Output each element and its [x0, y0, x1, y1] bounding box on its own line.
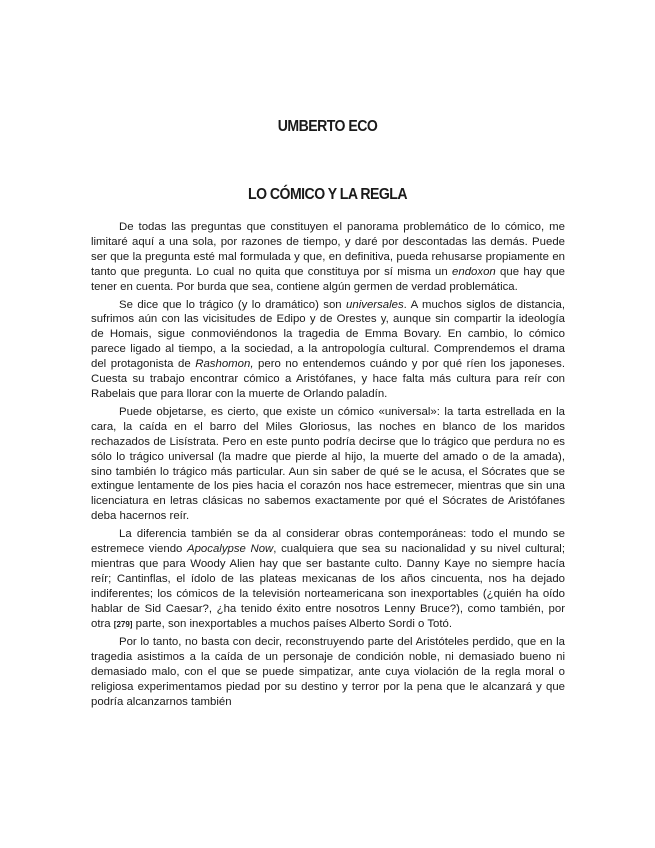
paragraph-2-before: Se dice que lo trágico (y lo dramático) son [119, 298, 347, 311]
paragraph-4-emphasis: Apocalypse Now [186, 543, 274, 556]
paragraph-2-emphasis-2: Rashomon, [195, 358, 254, 371]
paragraph-5 [91, 635, 565, 710]
paragraph-3 [91, 405, 565, 524]
paragraph-4 [91, 527, 565, 632]
paragraph-4-mid: , cualquiera que sea su nacionalidad y su nivel cultural; mientras que para Woody Alien hay que ser bastante culto. Danny Kaye no siempre hacía reír; Cantinflas, el ídolo de las plateas mexicanas de los años cincuenta, nos ha dejado indiferentes; los cómicos de la televisión norteamericana son inexportables (¿quién ha oído hablar de Sid Caesar?, ¿ha tenido éxito entre nosotros Lenny Bruce?), como también, por otra [91, 543, 565, 630]
paragraph-5-text: Por lo tanto, no basta con decir, reconstruyendo parte del Aristóteles perdido, que en la tragedia asistimos a la caída de un personaje de condición noble, ni demasiado bueno ni demasiado malo, con el que se puede simpatizar, ante cuya violación de la regla moral o religiosa experimentamos piedad por su destino y terror por la pena que le alcanzará y que podría alcanzarnos también [91, 636, 565, 709]
paragraph-1-after: que hay que tener en cuenta. Por burda que sea, contiene algún germen de verdad problemática. [91, 265, 565, 293]
author-heading: UMBERTO ECO [277, 118, 378, 135]
paragraph-4-before: La diferencia también se da al considerar obras contemporáneas: todo el mundo se estremece viendo [91, 528, 565, 556]
paragraph-3-text: Puede objetarse, es cierto, que existe un cómico «universal»: la tarta estrellada en la cara, la caída en el barro del Miles Gloriosus, las noches en blanco de los maridos rechazados de Lisístrata. Pero en este punto podría decirse que lo trágico que perdura no es sólo lo trágico universal (la madre que pierde al hijo, la muerte del amado o de la amada), sino también lo trágico más particular. Aun sin saber de qué se le acusa, el Sócrates que se extingue lentamente de los pies hacia el corazón nos hace estremecer, mientras que sin una licenciatura en letras clásicas no sabemos exactamente por qué el Sócrates de Aristófanes deba hacernos reír. [91, 405, 565, 523]
paragraph-2-mid: . A muchos siglos de distancia, sufrimos aún con las vicisitudes de Edipo y de Orestes y, aunque sin compartir la ideología de Homais, sigue conmoviéndonos la tragedia de Emma Bovary. En cambio, lo cómico parece ligado al tiempo, a la sociedad, a la antropología cultural. Comprendemos el drama del protagonista de [91, 298, 565, 371]
paragraph-2 [91, 298, 565, 402]
paragraph-4-after: parte, son inexportables a muchos países Alberto Sordi o Totó. [132, 617, 453, 630]
essay-title: LO CÓMICO Y LA REGLA [248, 186, 407, 203]
essay-body [91, 220, 565, 713]
paragraph-1-text: De todas las preguntas que constituyen el panorama problemático de lo cómico, me limitaré aquí a una sola, por razones de tiempo, y daré por descontadas las demás. Puede ser que la pregunta esté mal formulada y que, en definitiva, pueda rehusarse propiamente en tanto que pregunta. Lo cual no quita que constituya por sí misma un [91, 221, 565, 278]
paragraph-2-emphasis-1: universales [346, 298, 404, 311]
page-number-marker: [279] [113, 619, 133, 629]
paragraph-1-emphasis: endoxon [452, 265, 496, 278]
paragraph-2-after: pero no entendemos cuándo y por qué ríen los japoneses. Cuesta su trabajo encontrar cómico a Aristófanes, y hace falta más cultura para reír con Rabelais que para llorar con la muerte de Orlando paladín. [91, 358, 566, 400]
paragraph-1 [91, 220, 565, 295]
